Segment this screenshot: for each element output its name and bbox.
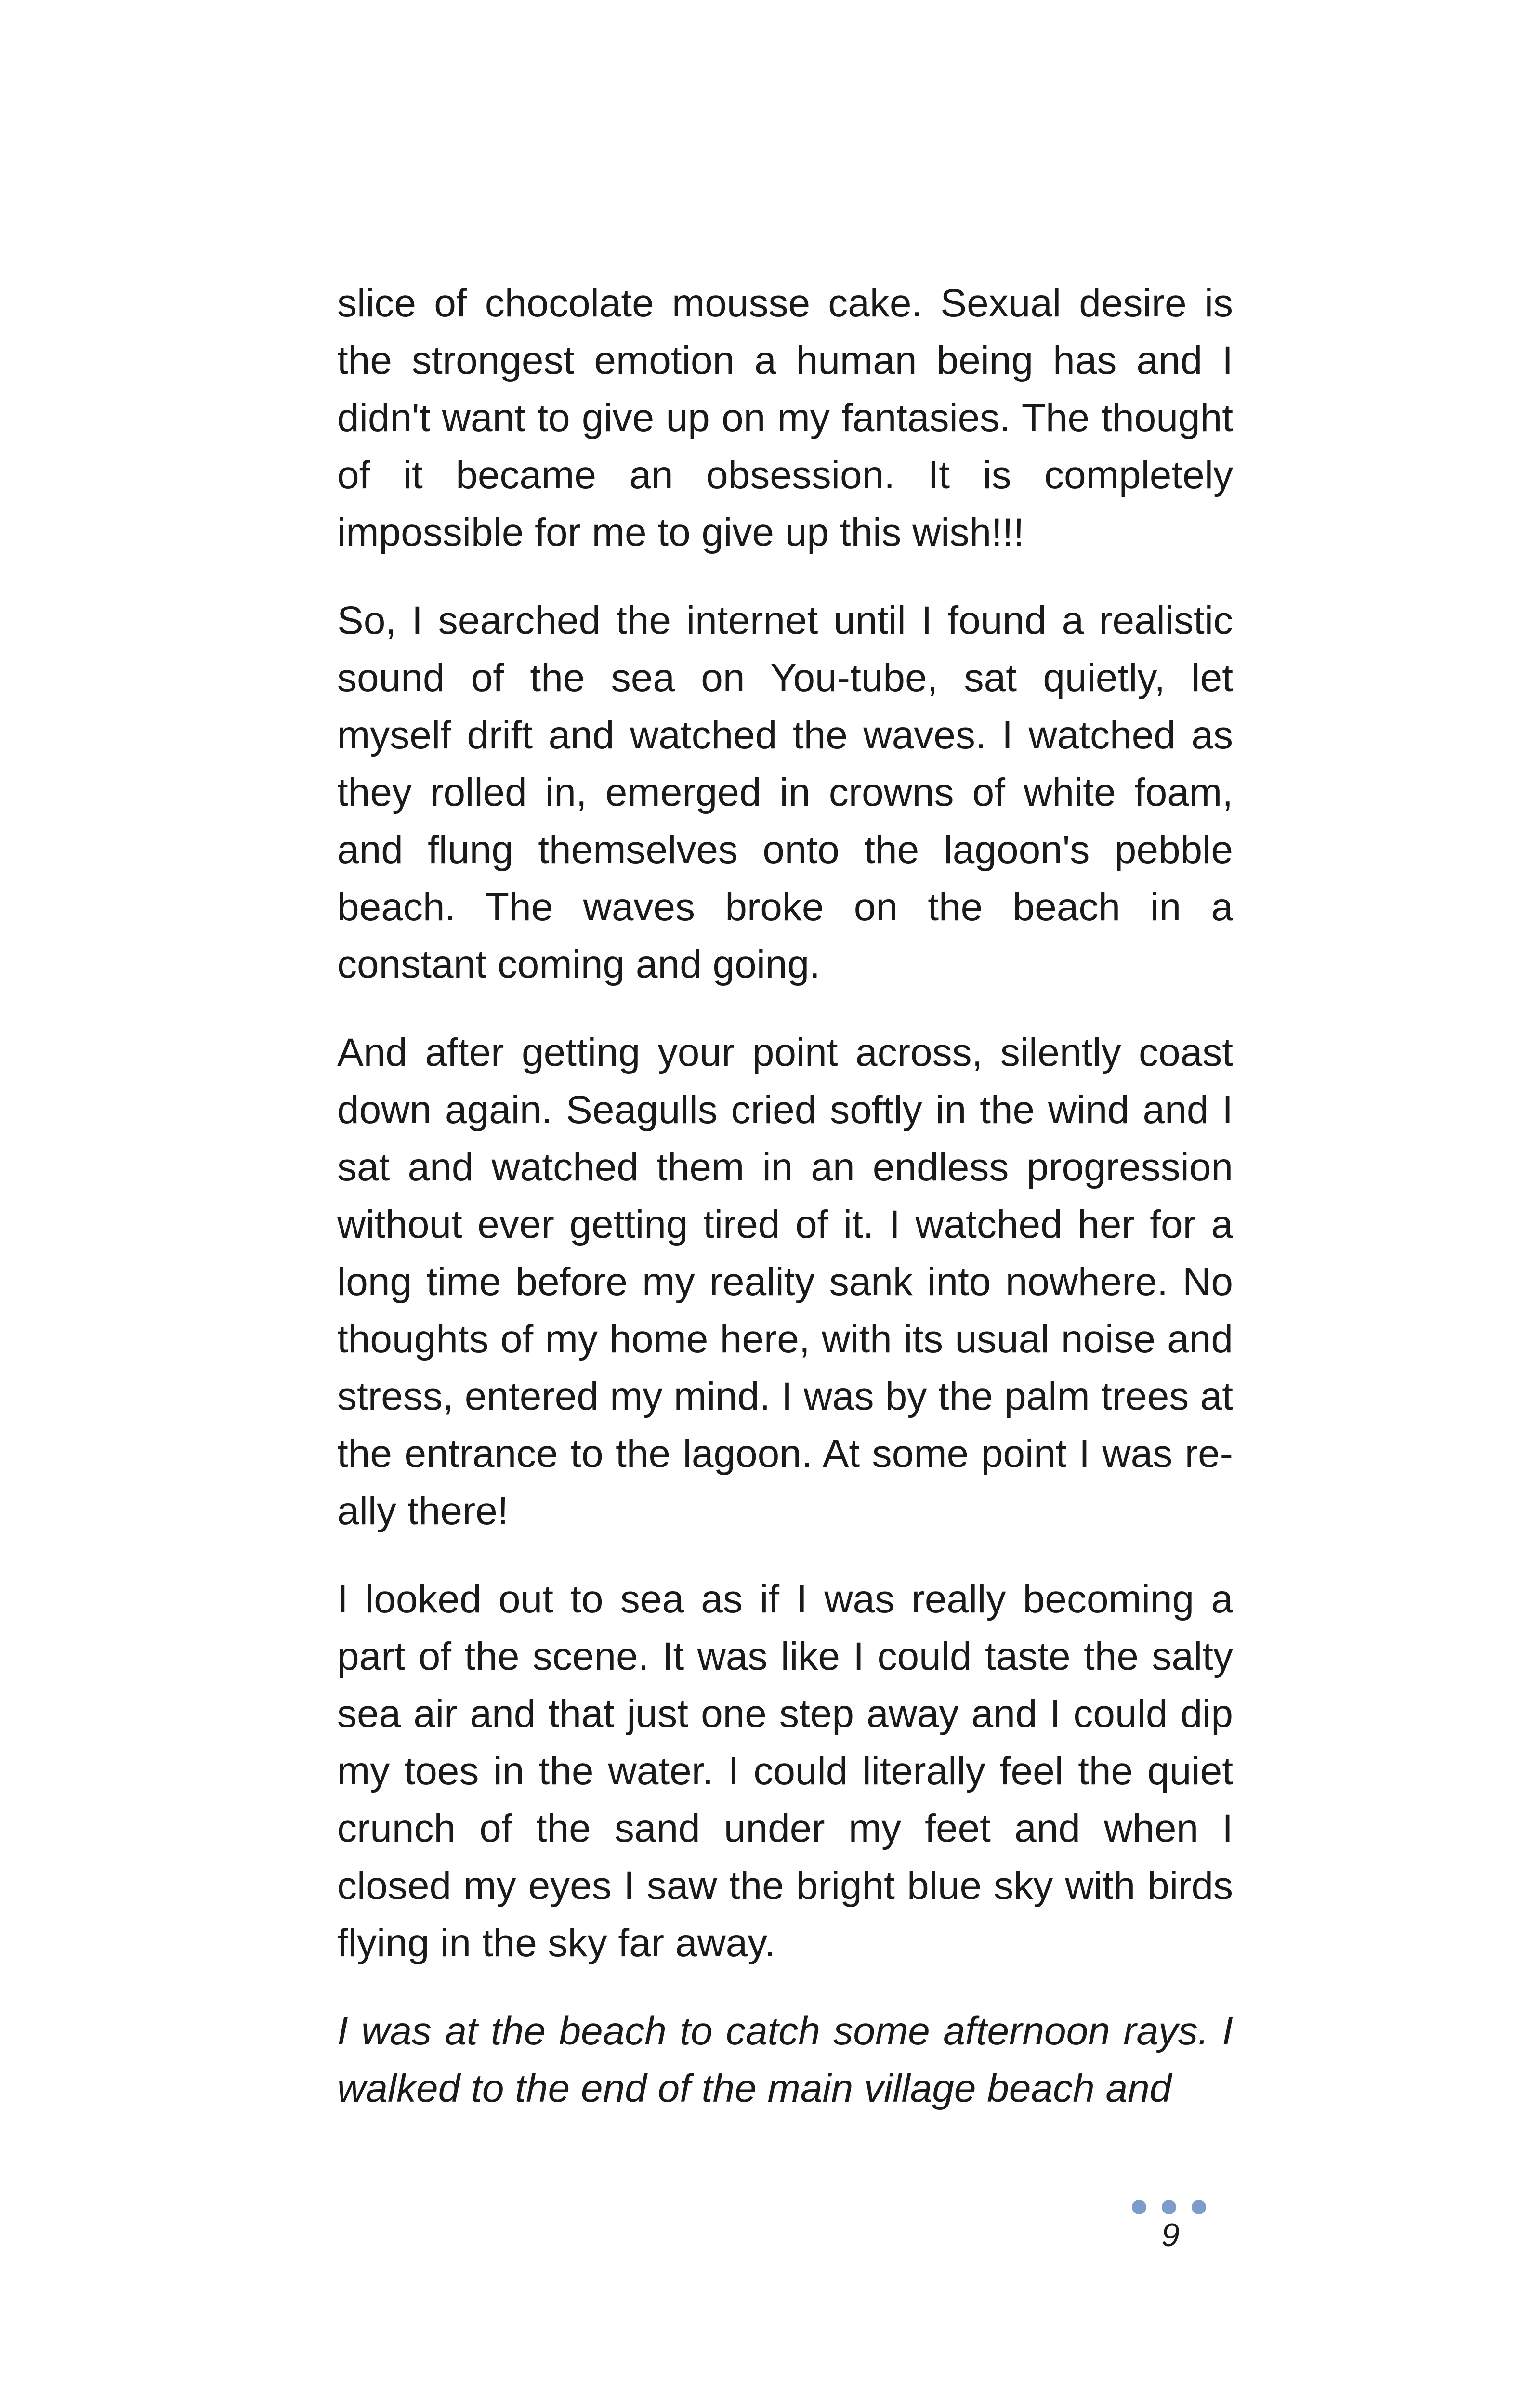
paragraph: I looked out to sea as if I was really becoming a part of the scene. It was like I could taste the salty sea air and that just one step away and I could dip my toes in the water. I could literally feel the quiet crunch of the sand under my feet and when I closed my eyes I saw the bright blue sky with birds flying in the sky far away. <box>337 1577 1233 1965</box>
paragraph: slice of chocolate mousse cake. Sexual desire is the strongest emotion a human being has and I didn't want to give up on my fantasies. The thought of it became an obsession. It is completely impossible for me to give up this wish!!! <box>337 281 1233 554</box>
page-number: 9 <box>1161 2217 1180 2253</box>
body-text <box>337 275 1233 2148</box>
paragraph: And after getting your point across, silently coast down again. Seagulls cried softly in the wind and I sat and watched them in an endless progression without ever getting tired of it. I watched her for a long time before my reality sank into nowhere. No thoughts of my home here, with its usual noise and stress, entered my mind. I was by the palm trees at the entrance to the lagoon. At some point I was re-ally there! <box>337 1031 1233 1533</box>
ornament-dot <box>1162 2200 1176 2214</box>
ornament-dot <box>1132 2200 1146 2214</box>
italic-paragraph: I was at the beach to catch some afternoon rays. I walked to the end of the main village beach and <box>337 2009 1233 2110</box>
page-footer <box>1122 2196 1219 2254</box>
ornament-dots <box>1122 2196 1219 2215</box>
paragraph: So, I searched the internet until I found a realistic sound of the sea on You-tube, sat quietly, let myself drift and watched the waves. I watched as they rolled in, emerged in crowns of white foam, and flung themselves onto the lagoon's pebble beach. The waves broke on the beach in a constant coming and going. <box>337 599 1233 986</box>
ornament-dot <box>1192 2200 1206 2214</box>
